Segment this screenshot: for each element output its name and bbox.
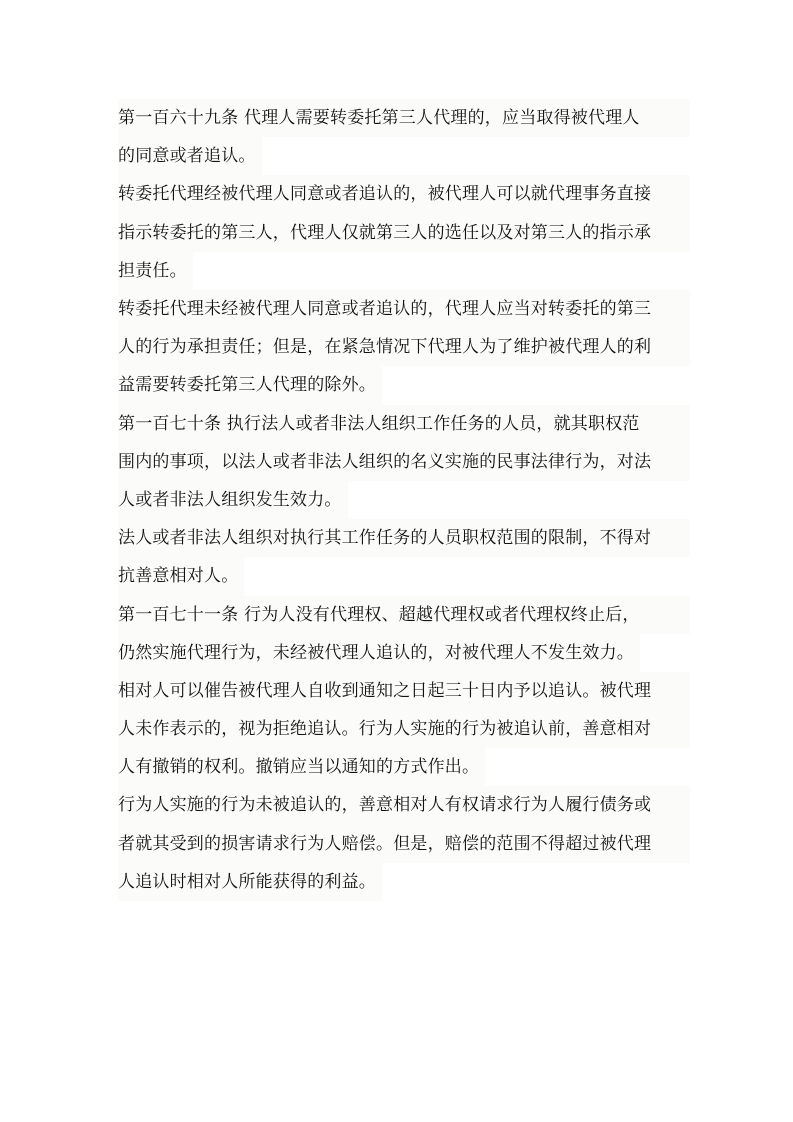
- article-171-clause-2: [118, 672, 690, 787]
- text-line: 人未作表示的，视为拒绝追认。行为人实施的行为被追认前，善意相对: [118, 710, 690, 748]
- text-line: 担责任。: [118, 252, 193, 290]
- text-line: 相对人可以催告被代理人自收到通知之日起三十日内予以追认。被代理: [118, 672, 690, 710]
- article-170-paragraph: [118, 405, 690, 520]
- text-line: 转委托代理未经被代理人同意或者追认的，代理人应当对转委托的第三: [118, 290, 690, 328]
- article-169-clause-2: [118, 175, 690, 290]
- text-line: 人的行为承担责任；但是，在紧急情况下代理人为了维护被代理人的利: [118, 328, 690, 366]
- text-line: 者就其受到的损害请求行为人赔偿。但是，赔偿的范围不得超过被代理: [118, 825, 690, 863]
- text-line: 第一百七十条 执行法人或者非法人组织工作任务的人员，就其职权范: [118, 405, 690, 443]
- article-170-clause-2: [118, 519, 690, 595]
- text-line: 人或者非法人组织发生效力。: [118, 481, 348, 519]
- article-169-paragraph: [118, 99, 690, 175]
- text-line: 人追认时相对人所能获得的利益。: [118, 863, 382, 901]
- text-line: 抗善意相对人。: [118, 557, 244, 595]
- article-171-clause-3: [118, 786, 690, 901]
- text-line: 法人或者非法人组织对执行其工作任务的人员职权范围的限制，不得对: [118, 519, 690, 557]
- document-body: [118, 99, 690, 901]
- text-line: 的同意或者追认。: [118, 137, 262, 175]
- text-line: 转委托代理经被代理人同意或者追认的，被代理人可以就代理事务直接: [118, 175, 690, 213]
- text-line: 第一百六十九条 代理人需要转委托第三人代理的，应当取得被代理人: [118, 99, 690, 137]
- text-line: 行为人实施的行为未被追认的，善意相对人有权请求行为人履行债务或: [118, 786, 690, 824]
- text-line: 益需要转委托第三人代理的除外。: [118, 366, 382, 404]
- text-line: 围内的事项，以法人或者非法人组织的名义实施的民事法律行为，对法: [118, 443, 690, 481]
- text-line: 第一百七十一条 行为人没有代理权、超越代理权或者代理权终止后，: [118, 596, 690, 634]
- article-171-paragraph: [118, 596, 690, 672]
- text-line: 指示转委托的第三人，代理人仅就第三人的选任以及对第三人的指示承: [118, 214, 690, 252]
- article-169-clause-3: [118, 290, 690, 405]
- text-line: 仍然实施代理行为，未经被代理人追认的，对被代理人不发生效力。: [118, 634, 640, 672]
- text-line: 人有撤销的权利。撤销应当以通知的方式作出。: [118, 748, 485, 786]
